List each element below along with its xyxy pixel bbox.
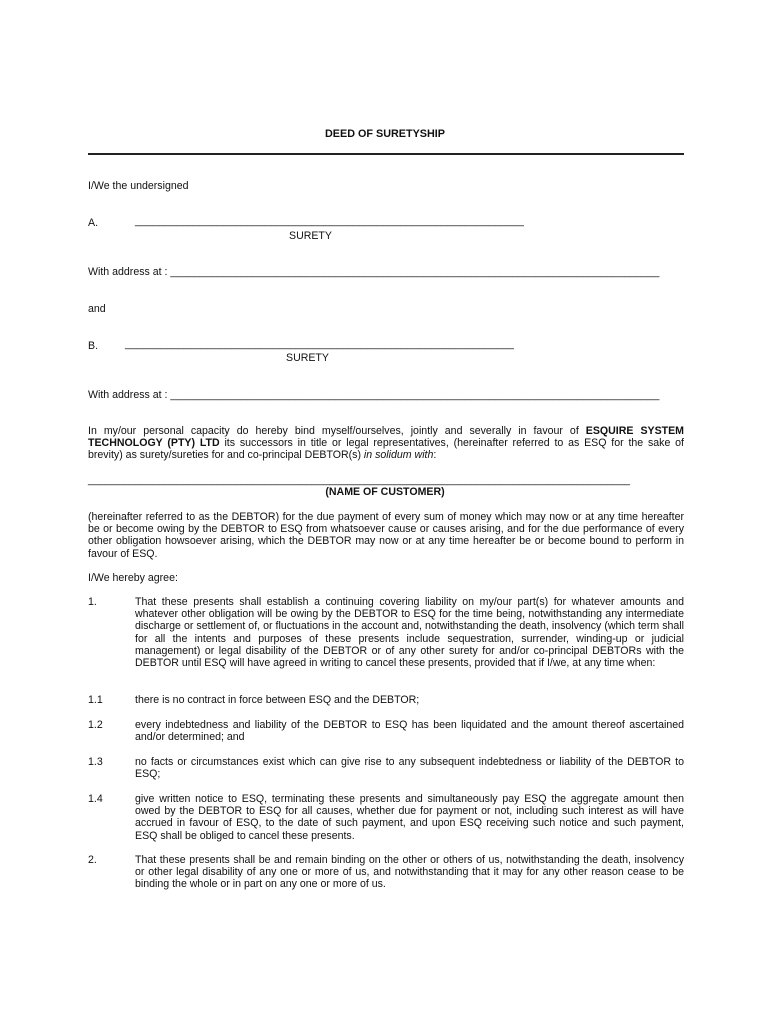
binding-text-3: : xyxy=(433,449,437,462)
clause-number: 1.2 xyxy=(88,719,103,731)
debtor-paragraph: (hereinafter referred to as the DEBTOR) for the due payment of every sum of money which may now or at any time hereafter be or become owing by the DEBTOR to ESQ from whatsoever cause or causes arising, and for the due performance of every other obligation howsoever arising, which the DEBTOR may now or at any time hereafter be or become bound to perform in favour of ESQ. xyxy=(88,511,684,560)
document-title: DEED OF SURETYSHIP xyxy=(325,128,445,140)
surety-b-letter: B. xyxy=(88,340,99,352)
customer-label: (NAME OF CUSTOMER) xyxy=(325,486,445,498)
intro-text: I/We the undersigned xyxy=(88,180,189,192)
surety-b-address: With address at : ___________________________________________________________________________________ xyxy=(88,389,660,401)
surety-b-name-line: __________________________________________________________________ xyxy=(125,338,514,350)
company-name: ESQUIRE SYSTEM TECHNOLOGY (PTY) LTD xyxy=(88,425,685,450)
surety-a-name-line: __________________________________________________________________ xyxy=(135,215,524,227)
clause-number: 1.1 xyxy=(88,694,103,706)
clause-number: 2. xyxy=(88,854,97,866)
surety-a-letter: A. xyxy=(88,217,99,229)
clause-number: 1.4 xyxy=(88,793,103,805)
binding-text-2: its successors in title or legal representatives, (hereinafter referred to as ESQ for the sake of brevity) as surety/sureties for and co-principal DEBTOR(s) xyxy=(88,437,685,462)
clause-text: there is no contract in force between ESQ and the DEBTOR; xyxy=(135,694,420,706)
clause-number: 1.3 xyxy=(88,756,103,768)
clause-text: no facts or circumstances exist which can give rise to any subsequent indebtedness or liability of the DEBTOR to ESQ; xyxy=(135,756,684,781)
surety-a-address: With address at : ___________________________________________________________________________________ xyxy=(88,266,660,278)
agree-text: I/We hereby agree: xyxy=(88,572,178,584)
clause-text: That these presents shall be and remain binding on the other or others of us, notwithstanding the death, insolvency or other legal disability of any one or more of us, and notwithstanding that it may for any other reason cease to be binding the whole or in part on any one or more of us. xyxy=(135,854,684,891)
binding-paragraph xyxy=(88,425,684,462)
clause-text: That these presents shall establish a continuing covering liability on my/our part(s) for whatever amounts and whatever other obligation will be owing by the DEBTOR to ESQ for the time being, notwithstanding any intermediate discharge or settlement of, or fluctuations in the account and, notwithstanding the death, insolvency (which term shall for all the intents and purposes of these presents include sequestration, surrender, winding-up or judicial management) or legal disability of the DEBTOR or of any other surety for and/or co-principal DEBTORs with the DEBTOR until ESQ will have agreed in writing to cancel these presents, provided that if I/we, at any time when: xyxy=(135,596,684,670)
clause-number: 1. xyxy=(88,596,97,608)
clause-text: every indebtedness and liability of the DEBTOR to ESQ has been liquidated and the amount thereof ascertained and/or determined; and xyxy=(135,719,684,744)
and-text: and xyxy=(88,303,106,315)
customer-name-line: ____________________________________________________________________________________________ xyxy=(88,474,631,486)
title-divider xyxy=(88,153,684,155)
surety-b-label: SURETY xyxy=(286,352,329,364)
binding-text-1: In my/our personal capacity do hereby bind myself/ourselves, jointly and severally in favour of xyxy=(88,425,586,437)
clause-text: give written notice to ESQ, terminating these presents and simultaneously pay ESQ the aggregate amount then owed by the DEBTOR to ESQ for all causes, whether due for payment or not, including such interest as will have accrued in favour of ESQ, to the date of such payment, and upon ESQ receiving such notice and such payment, ESQ shall be obliged to cancel these presents. xyxy=(135,793,684,842)
in-solidum-text: in solidum with xyxy=(363,449,434,462)
surety-a-label: SURETY xyxy=(289,230,332,242)
